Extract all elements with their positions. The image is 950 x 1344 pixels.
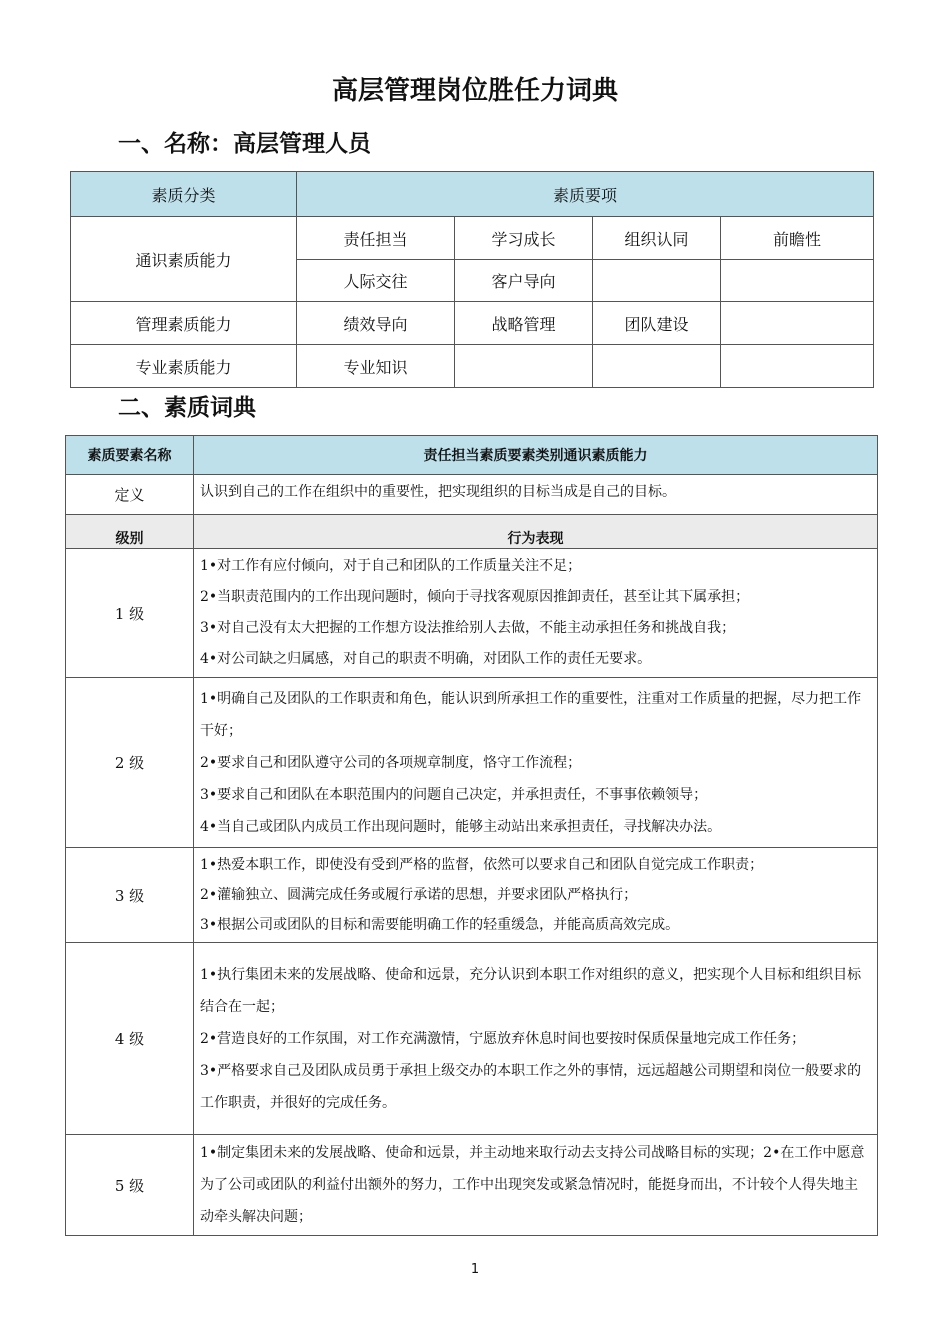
- behavior-line: 3•根据公司或团队的目标和需要能明确工作的轻重缓急，并能高质高效完成。: [200, 917, 680, 933]
- behavior-line: 1•执行集团未来的发展战略、使命和远景，充分认识到本职工作对组织的意义，把实现个人目标和组织目标结合在一起；: [200, 966, 862, 1015]
- behavior-line: 2•营造良好的工作氛围，对工作充满激情，宁愿放弃休息时间也要按时保质保量地完成工作任务；: [200, 1030, 806, 1047]
- item-cell: 学习成长: [455, 217, 593, 260]
- level-label: 5 级: [66, 1135, 194, 1236]
- item-cell: 战略管理: [455, 302, 593, 345]
- header-element-name: 素质要素名称: [66, 436, 194, 475]
- item-cell: [593, 345, 721, 388]
- table-header-row: [66, 436, 878, 475]
- category-cell: 专业素质能力: [71, 345, 297, 388]
- table-row: [71, 345, 874, 388]
- level-label: 1 级: [66, 549, 194, 678]
- competency-dictionary-table: [65, 435, 878, 1236]
- level-behavior: [194, 943, 878, 1135]
- definition-label: 定义: [66, 475, 194, 515]
- behavior-line: 3•要求自己和团队在本职范围内的问题自己决定，并承担责任，不事事依赖领导；: [200, 786, 708, 803]
- item-cell: [721, 260, 874, 302]
- item-cell: 责任担当: [297, 217, 455, 260]
- level-row: [66, 848, 878, 943]
- section-heading-name: 一、名称：高层管理人员: [118, 131, 371, 157]
- item-cell: 团队建设: [593, 302, 721, 345]
- level-label: 4 级: [66, 943, 194, 1135]
- item-cell: 专业知识: [297, 345, 455, 388]
- header-element-title: 责任担当素质要素类别通识素质能力: [194, 436, 878, 475]
- level-header-row: [66, 515, 878, 549]
- page-number: 1: [470, 1262, 480, 1277]
- level-behavior: [194, 848, 878, 943]
- behavior-header: 行为表现: [194, 515, 878, 549]
- item-cell: 客户导向: [455, 260, 593, 302]
- behavior-line: 1•制定集团未来的发展战略、使命和远景，并主动地来取行动去支持公司战略目标的实现；2•在工作中愿意为了公司或团队的利益付出额外的努力，工作中出现突发或紧急情况时，能挺身而出，不计较个人得失地主动牵头解决问题；: [200, 1145, 865, 1225]
- level-behavior: [194, 549, 878, 678]
- table-header-row: [71, 172, 874, 217]
- behavior-line: 3•严格要求自己及团队成员勇于承担上级交办的本职工作之外的事情，远远超越公司期望和岗位一般要求的工作职责，并很好的完成任务。: [200, 1062, 862, 1111]
- level-row: [66, 1135, 878, 1236]
- definition-text: 认识到自己的工作在组织中的重要性，把实现组织的目标当成是自己的目标。: [194, 475, 878, 515]
- level-row: [66, 678, 878, 848]
- header-items: 素质要项: [297, 172, 874, 217]
- item-cell: [455, 345, 593, 388]
- item-cell: [593, 260, 721, 302]
- definition-row: [66, 475, 878, 515]
- item-cell: [721, 302, 874, 345]
- item-cell: 组织认同: [593, 217, 721, 260]
- behavior-line: 3•对自己没有太大把握的工作想方设法推给别人去做，不能主动承担任务和挑战自我；: [200, 620, 736, 636]
- table-row: [71, 217, 874, 260]
- behavior-line: 2•灌输独立、圆满完成任务或履行承诺的思想，并要求团队严格执行；: [200, 887, 638, 903]
- table-row: [71, 302, 874, 345]
- level-row: [66, 549, 878, 678]
- behavior-line: 1•明确自己及团队的工作职责和角色，能认识到所承担工作的重要性，注重对工作质量的把握，尽力把工作干好；: [200, 690, 862, 739]
- behavior-line: 1•热爱本职工作，即使没有受到严格的监督，依然可以要求自己和团队自觉完成工作职责；: [200, 857, 764, 873]
- section-heading-dictionary: 二、素质词典: [118, 395, 256, 421]
- behavior-line: 1•对工作有应付倾向，对于自己和团队的工作质量关注不足；: [200, 558, 582, 574]
- category-cell: 管理素质能力: [71, 302, 297, 345]
- level-behavior: [194, 1135, 878, 1236]
- level-label: 3 级: [66, 848, 194, 943]
- item-cell: [721, 345, 874, 388]
- level-row: [66, 943, 878, 1135]
- behavior-line: 4•对公司缺之归属感，对自己的职责不明确，对团队工作的责任无要求。: [200, 651, 652, 667]
- item-cell: 人际交往: [297, 260, 455, 302]
- document-title: 高层管理岗位胜任力词典: [331, 76, 618, 106]
- header-category: 素质分类: [71, 172, 297, 217]
- item-cell: 绩效导向: [297, 302, 455, 345]
- behavior-line: 4•当自己或团队内成员工作出现问题时，能够主动站出来承担责任，寻找解决办法。: [200, 818, 722, 835]
- level-behavior: [194, 678, 878, 848]
- behavior-line: 2•当职责范围内的工作出现问题时，倾向于寻找客观原因推卸责任，甚至让其下属承担；: [200, 589, 750, 605]
- level-header: 级别: [66, 515, 194, 549]
- competency-category-table: [70, 171, 874, 388]
- item-cell: 前瞻性: [721, 217, 874, 260]
- level-label: 2 级: [66, 678, 194, 848]
- behavior-line: 2•要求自己和团队遵守公司的各项规章制度，恪守工作流程；: [200, 754, 582, 771]
- category-cell: 通识素质能力: [71, 217, 297, 302]
